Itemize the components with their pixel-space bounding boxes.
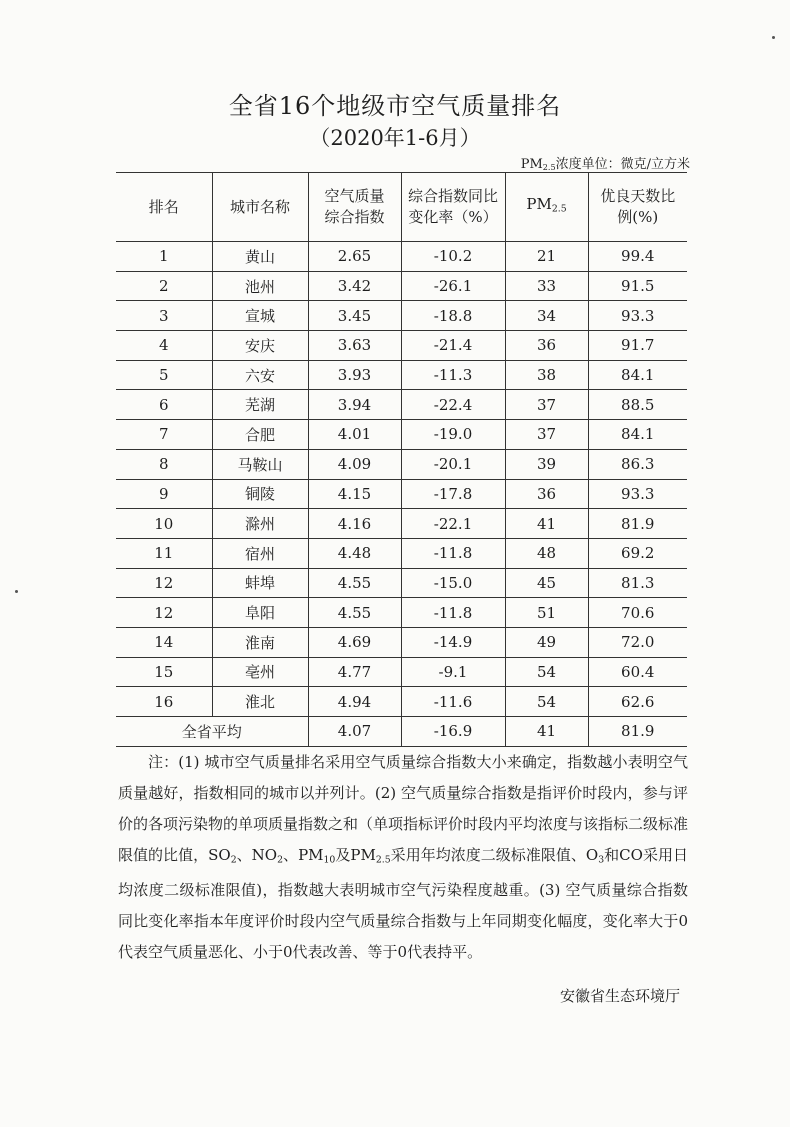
cell-change: -11.8 [401, 538, 505, 568]
cell-pm25: 54 [505, 657, 588, 687]
cell-change: -11.3 [401, 360, 505, 390]
cell-average-change: -16.9 [401, 717, 505, 747]
header-aqi: 空气质量综合指数 [308, 173, 401, 242]
cell-pm25: 37 [505, 420, 588, 450]
cell-good: 84.1 [588, 360, 687, 390]
cell-aqi: 4.77 [308, 657, 401, 687]
cell-rank: 6 [116, 390, 212, 420]
cell-average-aqi: 4.07 [308, 717, 401, 747]
table-body [116, 242, 687, 747]
cell-pm25: 36 [505, 331, 588, 361]
table-row [116, 449, 687, 479]
cell-city: 蚌埠 [212, 568, 308, 598]
table-row [116, 538, 687, 568]
cell-rank: 10 [116, 509, 212, 539]
header-city: 城市名称 [212, 173, 308, 242]
cell-city: 安庆 [212, 331, 308, 361]
cell-change: -15.0 [401, 568, 505, 598]
cell-good: 91.5 [588, 271, 687, 301]
cell-aqi: 3.94 [308, 390, 401, 420]
cell-change: -11.6 [401, 687, 505, 717]
cell-change: -22.4 [401, 390, 505, 420]
cell-aqi: 3.45 [308, 301, 401, 331]
cell-change: -14.9 [401, 627, 505, 657]
scan-speck [15, 590, 18, 593]
cell-pm25: 49 [505, 627, 588, 657]
cell-change: -9.1 [401, 657, 505, 687]
cell-pm25: 39 [505, 449, 588, 479]
cell-rank: 1 [116, 242, 212, 272]
cell-change: -26.1 [401, 271, 505, 301]
cell-city: 合肥 [212, 420, 308, 450]
cell-pm25: 51 [505, 598, 588, 628]
cell-pm25: 41 [505, 509, 588, 539]
cell-change: -20.1 [401, 449, 505, 479]
cell-good: 81.9 [588, 509, 687, 539]
cell-good: 69.2 [588, 538, 687, 568]
table-row [116, 271, 687, 301]
cell-city: 马鞍山 [212, 449, 308, 479]
cell-city: 黄山 [212, 242, 308, 272]
table-row [116, 627, 687, 657]
document-subtitle: （2020年1-6月） [309, 126, 481, 150]
cell-average-label: 全省平均 [116, 717, 308, 747]
cell-city: 淮南 [212, 627, 308, 657]
table-row [116, 420, 687, 450]
cell-aqi: 4.55 [308, 598, 401, 628]
issuer-signature: 安徽省生态环境厅 [559, 987, 680, 1005]
table-row [116, 479, 687, 509]
cell-change: -11.8 [401, 598, 505, 628]
ranking-table [116, 172, 687, 747]
cell-change: -21.4 [401, 331, 505, 361]
cell-city: 滁州 [212, 509, 308, 539]
table-row [116, 657, 687, 687]
cell-rank: 5 [116, 360, 212, 390]
table-header-row [116, 173, 687, 242]
table-row [116, 360, 687, 390]
cell-average-good: 81.9 [588, 717, 687, 747]
cell-city: 铜陵 [212, 479, 308, 509]
cell-city: 阜阳 [212, 598, 308, 628]
cell-aqi: 3.93 [308, 360, 401, 390]
cell-good: 86.3 [588, 449, 687, 479]
header-good-days: 优良天数比例(%) [588, 173, 687, 242]
cell-rank: 7 [116, 420, 212, 450]
cell-good: 91.7 [588, 331, 687, 361]
cell-pm25: 33 [505, 271, 588, 301]
table-row [116, 598, 687, 628]
cell-rank: 8 [116, 449, 212, 479]
cell-aqi: 4.94 [308, 687, 401, 717]
cell-good: 93.3 [588, 479, 687, 509]
cell-rank: 12 [116, 568, 212, 598]
cell-city: 亳州 [212, 657, 308, 687]
cell-city: 芜湖 [212, 390, 308, 420]
cell-aqi: 4.69 [308, 627, 401, 657]
cell-change: -17.8 [401, 479, 505, 509]
cell-rank: 4 [116, 331, 212, 361]
cell-pm25: 37 [505, 390, 588, 420]
cell-pm25: 45 [505, 568, 588, 598]
notes-paragraph: 注：(1) 城市空气质量排名采用空气质量综合指数大小来确定，指数越小表明空气质量越好，指数相同的城市以并列计。(2) 空气质量综合指数是指评价时段内，参与评价的各项污染物的单项质量指数之和（单项指标评价时段内平均浓度与该指标二级标准限值的比值，$SO_2$、$NO_2$、$PM_{10}$及$PM_{2.5}$采用年均浓度二级标准限值、$O_3$和CO采用日均浓度二级标准限值)，指数越大表明城市空气污染程度越重。(3) 空气质量综合指数同比变化率指本年度评价时段内空气质量综合指数与上年同期变化幅度，变化率大于0代表空气质量恶化、小于0代表改善、等于0代表持平。 [118, 753, 689, 962]
cell-aqi: 3.42 [308, 271, 401, 301]
cell-rank: 16 [116, 687, 212, 717]
cell-pm25: 21 [505, 242, 588, 272]
cell-aqi: 4.55 [308, 568, 401, 598]
cell-good: 99.4 [588, 242, 687, 272]
cell-rank: 14 [116, 627, 212, 657]
cell-change: -19.0 [401, 420, 505, 450]
cell-rank: 12 [116, 598, 212, 628]
cell-rank: 3 [116, 301, 212, 331]
cell-aqi: 4.48 [308, 538, 401, 568]
cell-pm25: 34 [505, 301, 588, 331]
cell-good: 60.4 [588, 657, 687, 687]
header-pm25: $PM_{2.5}$ [505, 173, 588, 242]
cell-good: 84.1 [588, 420, 687, 450]
cell-city: 六安 [212, 360, 308, 390]
cell-good: 88.5 [588, 390, 687, 420]
cell-rank: 2 [116, 271, 212, 301]
cell-city: 宿州 [212, 538, 308, 568]
cell-aqi: 4.09 [308, 449, 401, 479]
cell-rank: 11 [116, 538, 212, 568]
cell-good: 72.0 [588, 627, 687, 657]
cell-pm25: 54 [505, 687, 588, 717]
header-rank: 排名 [116, 173, 212, 242]
table-row [116, 687, 687, 717]
table-row [116, 509, 687, 539]
cell-good: 62.6 [588, 687, 687, 717]
unit-note: $PM_{2.5}$浓度单位：微克/立方米 [520, 157, 690, 172]
cell-good: 70.6 [588, 598, 687, 628]
cell-good: 93.3 [588, 301, 687, 331]
cell-aqi: 4.01 [308, 420, 401, 450]
cell-city: 淮北 [212, 687, 308, 717]
cell-aqi: 4.16 [308, 509, 401, 539]
table-row [116, 331, 687, 361]
cell-rank: 15 [116, 657, 212, 687]
cell-aqi: 3.63 [308, 331, 401, 361]
table-row [116, 301, 687, 331]
header-change: 综合指数同比变化率（%） [401, 173, 505, 242]
cell-change: -10.2 [401, 242, 505, 272]
cell-good: 81.3 [588, 568, 687, 598]
scan-speck [772, 36, 775, 39]
cell-change: -22.1 [401, 509, 505, 539]
table-row [116, 390, 687, 420]
document-title: 全省16个地级市空气质量排名 [228, 92, 562, 120]
cell-pm25: 48 [505, 538, 588, 568]
cell-change: -18.8 [401, 301, 505, 331]
cell-average-pm25: 41 [505, 717, 588, 747]
cell-pm25: 36 [505, 479, 588, 509]
table-row [116, 242, 687, 272]
cell-aqi: 2.65 [308, 242, 401, 272]
cell-city: 宣城 [212, 301, 308, 331]
cell-rank: 9 [116, 479, 212, 509]
cell-pm25: 38 [505, 360, 588, 390]
table-row [116, 568, 687, 598]
average-row [116, 717, 687, 747]
cell-aqi: 4.15 [308, 479, 401, 509]
cell-city: 池州 [212, 271, 308, 301]
